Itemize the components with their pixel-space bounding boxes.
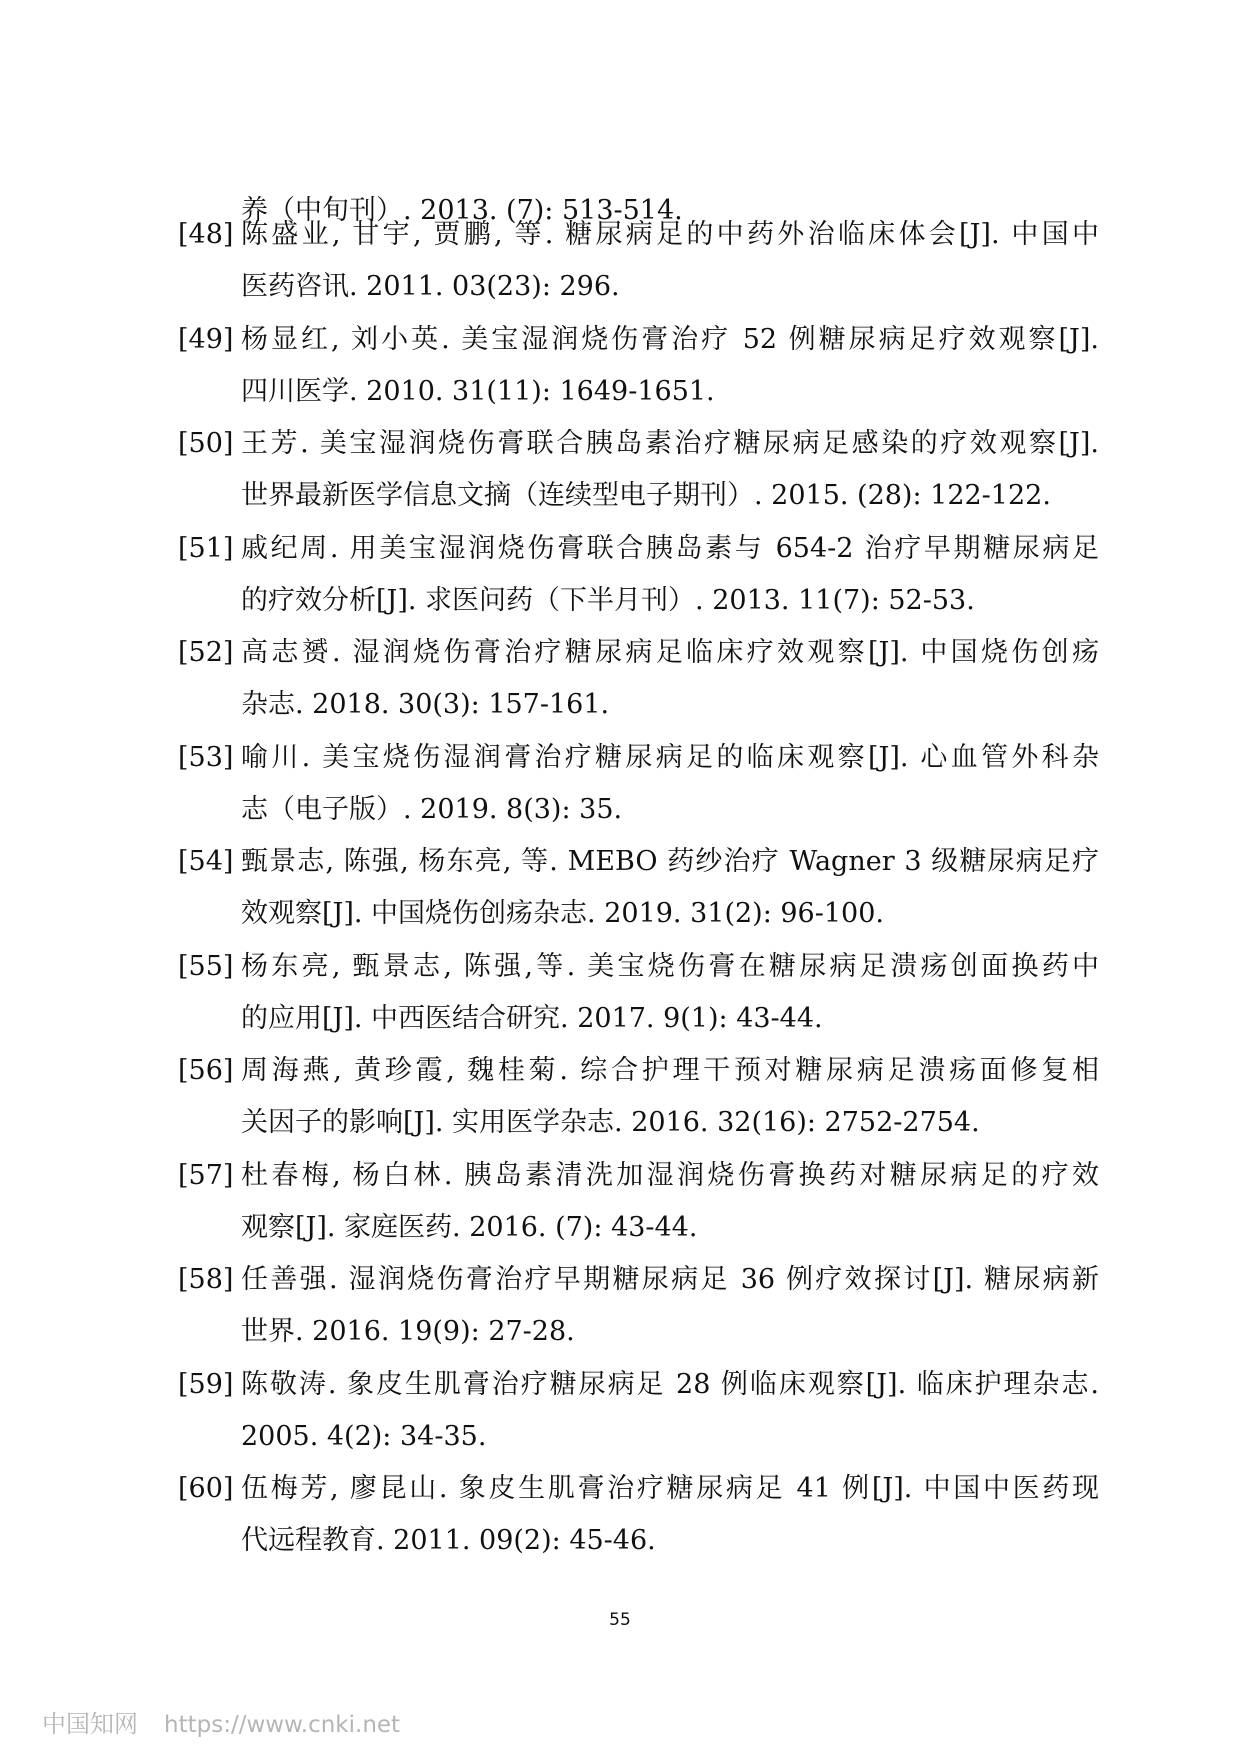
reference-number: [56] [178, 1055, 234, 1086]
reference-text-line: 周海燕, 黄珍霞, 魏桂菊. 综合护理干预对糖尿病足溃疡面修复相 [241, 1055, 1099, 1086]
reference-text-line: 杨显红, 刘小英. 美宝湿润烧伤膏治疗 52 例糖尿病足疗效观察[J]. [241, 324, 1099, 355]
reference-text-line: 甄景志, 陈强, 杨东亮, 等. MEBO 药纱治疗 Wagner 3 级糖尿病足疗 [241, 846, 1099, 877]
reference-text-line: 代远程教育. 2011. 09(2): 45-46. [241, 1525, 656, 1556]
reference-text-line: 的疗效分析[J]. 求医问药（下半月刊）. 2013. 11(7): 52-53. [241, 585, 975, 616]
reference-number: [49] [178, 324, 234, 355]
reference-number: [51] [178, 533, 234, 564]
reference-text-line: 伍梅芳, 廖昆山. 象皮生肌膏治疗糖尿病足 41 例[J]. 中国中医药现 [241, 1473, 1099, 1504]
reference-text-line: 效观察[J]. 中国烧伤创疡杂志. 2019. 31(2): 96-100. [241, 898, 884, 929]
reference-number: [53] [178, 742, 234, 773]
reference-text-line: 关因子的影响[J]. 实用医学杂志. 2016. 32(16): 2752-2754. [241, 1107, 980, 1138]
watermark-url: https://www.cnki.net [164, 1712, 401, 1738]
reference-text-line: 医药咨讯. 2011. 03(23): 296. [241, 271, 620, 302]
reference-number: [52] [178, 637, 234, 668]
reference-text-line: 戚纪周. 用美宝湿润烧伤膏联合胰岛素与 654-2 治疗早期糖尿病足 [241, 533, 1099, 564]
continued-reference-line: 养（中旬刊）. 2013. (7): 513-514. [241, 195, 683, 226]
reference-text-line: 陈敬涛. 象皮生肌膏治疗糖尿病足 28 例临床观察[J]. 临床护理杂志. [241, 1369, 1099, 1400]
reference-text-line: 杨东亮, 甄景志, 陈强,等. 美宝烧伤膏在糖尿病足溃疡创面换药中 [241, 951, 1099, 982]
reference-text-line: 高志赟. 湿润烧伤膏治疗糖尿病足临床疗效观察[J]. 中国烧伤创疡 [241, 637, 1099, 668]
reference-number: [60] [178, 1473, 234, 1504]
reference-number: [54] [178, 846, 234, 877]
reference-text-line: 世界最新医学信息文摘（连续型电子期刊）. 2015. (28): 122-122. [241, 480, 1051, 511]
reference-text-line: 喻川. 美宝烧伤湿润膏治疗糖尿病足的临床观察[J]. 心血管外科杂 [241, 742, 1099, 773]
reference-number: [59] [178, 1369, 234, 1400]
reference-text-line: 杜春梅, 杨白林. 胰岛素清洗加湿润烧伤膏换药对糖尿病足的疗效 [241, 1160, 1099, 1191]
reference-text-line: 任善强. 湿润烧伤膏治疗早期糖尿病足 36 例疗效探讨[J]. 糖尿病新 [241, 1264, 1099, 1295]
reference-text-line: 的应用[J]. 中西医结合研究. 2017. 9(1): 43-44. [241, 1003, 823, 1034]
reference-text-line: 观察[J]. 家庭医药. 2016. (7): 43-44. [241, 1212, 698, 1243]
reference-number: [50] [178, 428, 234, 459]
reference-text-line: 王芳. 美宝湿润烧伤膏联合胰岛素治疗糖尿病足感染的疗效观察[J]. [241, 428, 1099, 459]
watermark-name: 中国知网 [42, 1710, 138, 1738]
reference-number: [58] [178, 1264, 234, 1295]
reference-text-line: 世界. 2016. 19(9): 27-28. [241, 1316, 575, 1347]
reference-number: [57] [178, 1160, 234, 1191]
reference-text-line: 陈盛业, 甘宇, 贾鹏, 等. 糖尿病足的中药外治临床体会[J]. 中国中 [241, 219, 1099, 250]
cnki-watermark [42, 1704, 400, 1739]
reference-text-line: 2005. 4(2): 34-35. [241, 1421, 487, 1452]
reference-text-line: 四川医学. 2010. 31(11): 1649-1651. [241, 376, 715, 407]
page-number: 55 [609, 1610, 631, 1630]
reference-text-line: 志（电子版）. 2019. 8(3): 35. [241, 794, 623, 825]
reference-text-line: 杂志. 2018. 30(3): 157-161. [241, 689, 610, 720]
reference-number: [48] [178, 219, 234, 250]
reference-number: [55] [178, 951, 234, 982]
